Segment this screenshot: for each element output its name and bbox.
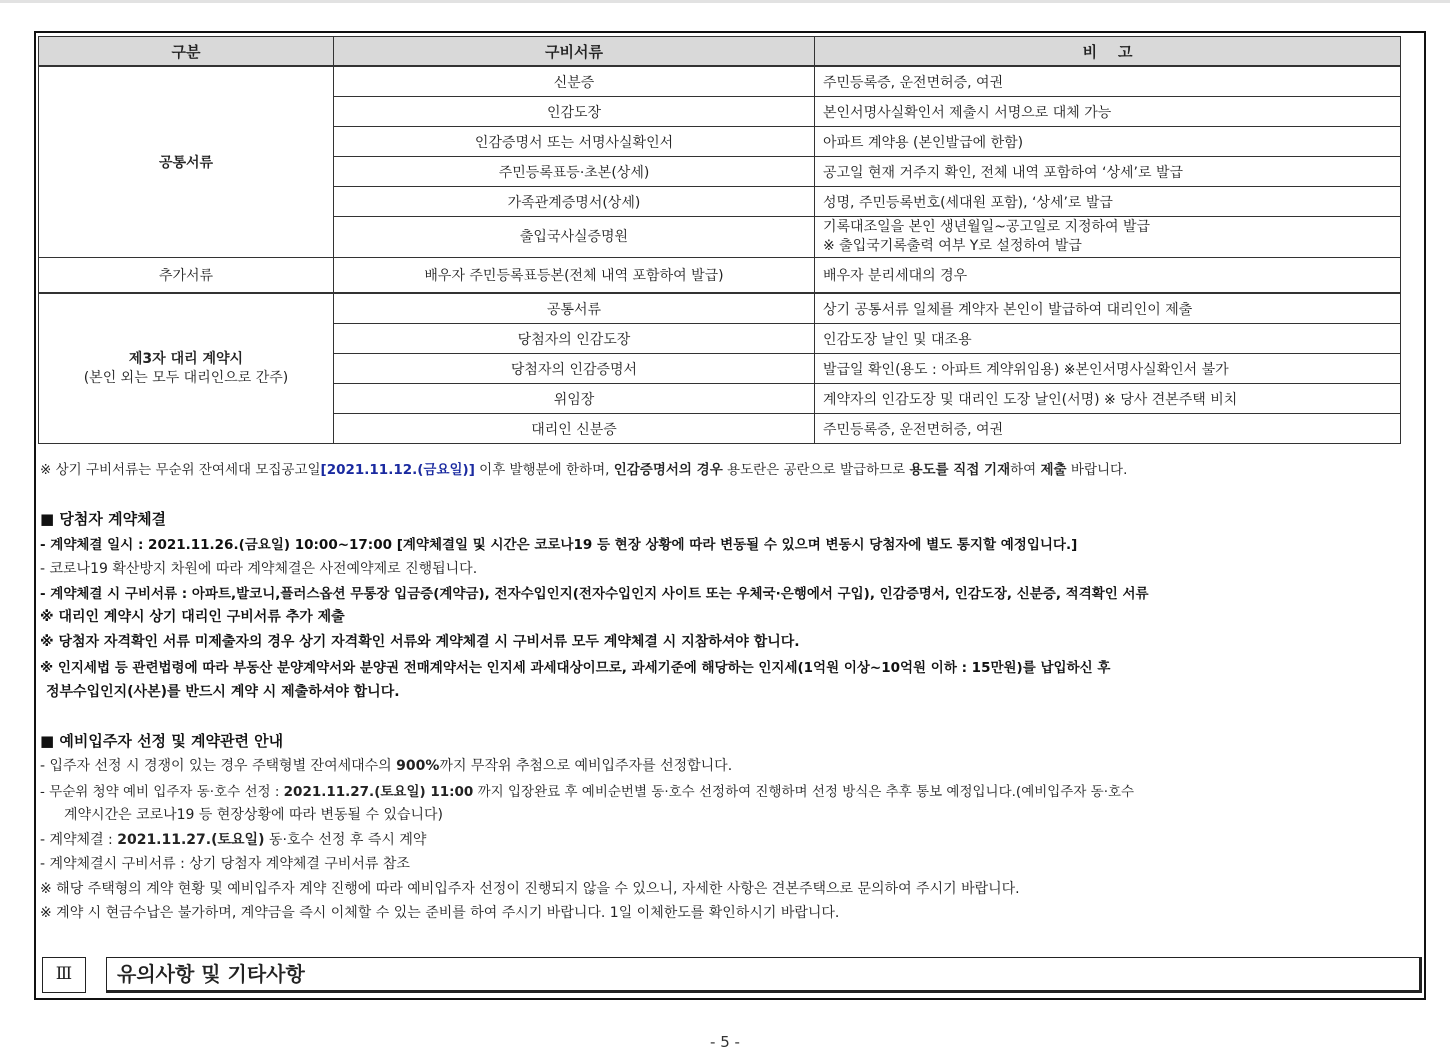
group-proxy-subtitle: (본인 외는 모두 대리인으로 간주) — [83, 369, 289, 386]
table-row — [39, 258, 1401, 294]
doc-cell: 당첨자의 인감증명서 — [334, 354, 815, 384]
doc-cell: 인감증명서 또는 서명사실확인서 — [334, 127, 815, 157]
reserve-unit-selection-cont: 계약시간은 코로나19 등 현장상황에 따라 변동될 수 있습니다) — [64, 807, 444, 823]
announcement-date: [2021.11.12.(금요일)] — [320, 462, 475, 478]
doc-cell: 주민등록표등·초본(상세) — [334, 157, 815, 187]
top-divider — [0, 0, 1450, 3]
section-title-reserve: ■ 예비입주자 선정 및 계약관련 안내 — [40, 732, 284, 750]
header-documents: 구비서류 — [334, 37, 815, 67]
contract-reservation-note: - 코로나19 확산방지 차원에 따라 계약체결은 사전예약제로 진행됩니다. — [40, 561, 478, 577]
note-cell: 계약자의 인감도장 및 대리인 도장 날인(서명) ※ 당사 견본주택 비치 — [815, 384, 1401, 414]
group-proxy-title: 제3자 대리 계약시 — [128, 350, 244, 367]
note-cell: 본인서명사실확인서 제출시 서명으로 대체 가능 — [815, 97, 1401, 127]
reserve-inquiry-note: ※ 해당 주택형의 계약 현황 및 예비입주자 계약 진행에 따라 예비입주자 선정이 진행되지 않을 수 있으니, 자세한 사항은 견본주택으로 문의하여 주시기 바랍니다. — [40, 881, 1020, 897]
note-cell: 상기 공통서류 일체를 계약자 본인이 발급하여 대리인이 제출 — [815, 293, 1401, 324]
doc-cell: 배우자 주민등록표등본(전체 내역 포함하여 발급) — [334, 258, 815, 294]
proxy-note: ※ 대리인 계약시 상기 대리인 구비서류 추가 제출 — [40, 609, 345, 625]
reserve-contract: - 계약체결 : 2021.11.27.(토요일) 동·호수 선정 후 즉시 계약 — [40, 832, 427, 848]
group-proxy — [39, 293, 334, 444]
header-remarks: 비 고 — [815, 37, 1401, 67]
note-cell: 인감도장 날인 및 대조용 — [815, 324, 1401, 354]
note-cell: 성명, 주민등록번호(세대원 포함), ‘상세’로 발급 — [815, 187, 1401, 217]
table-footnote: ※ 상기 구비서류는 무순위 잔여세대 모집공고일[2021.11.12.(금요일)] 이후 발행분에 한하며, 인감증명서의 경우 용도란은 공란으로 발급하므로 용도를 직접 기재하여 제출 바랍니다. — [40, 462, 1128, 478]
note-cell: 주민등록증, 운전면허증, 여권 — [815, 66, 1401, 97]
group-extra: 추가서류 — [39, 258, 334, 294]
note-cell: 아파트 계약용 (본인발급에 한함) — [815, 127, 1401, 157]
table-row — [39, 66, 1401, 97]
doc-cell: 가족관계증명서(상세) — [334, 187, 815, 217]
doc-cell: 인감도장 — [334, 97, 815, 127]
header-category: 구분 — [39, 37, 334, 67]
contract-documents: - 계약체결 시 구비서류 : 아파트,발코니,플러스옵션 무통장 입금증(계약금), 전자수입인지(전자수입인지 사이트 또는 우체국·은행에서 구입), 인감증명서, 인감도장, 신분증, 적격확인 서류 — [40, 586, 1149, 602]
note-line: ※ 출입국기록출력 여부 Y로 설정하여 발급 — [823, 238, 1082, 254]
stamp-tax-note: ※ 인지세법 등 관련법령에 따라 부동산 분양계약서와 분양권 전매계약서는 인지세 과세대상이므로, 과세기준에 해당하는 인지세(1억원 이상~10억원 이하 : 15만원)를 납입하신 후 — [40, 660, 1111, 676]
doc-cell: 대리인 신분증 — [334, 414, 815, 444]
note-cell: 발급일 확인(용도 : 아파트 계약위임용) ※본인서명사실확인서 불가 — [815, 354, 1401, 384]
table-header-row — [39, 37, 1401, 67]
stamp-tax-note-cont: 정부수입인지(사본)를 반드시 계약 시 제출하셔야 합니다. — [46, 684, 400, 700]
note-cell — [815, 217, 1401, 258]
reserve-unit-selection: - 무순위 청약 예비 입주자 동·호수 선정 : 2021.11.27.(토요일) 11:00 까지 입장완료 후 예비순번별 동·호수 선정하여 진행하며 선정 방식은 추후 통보 예정입니다.(예비입주자 동·호수 — [40, 784, 1135, 800]
doc-cell: 공통서류 — [334, 293, 815, 324]
group-common: 공통서류 — [39, 66, 334, 258]
page-number: - 5 - — [710, 1033, 740, 1051]
qualification-note: ※ 당첨자 자격확인 서류 미제출자의 경우 상기 자격확인 서류와 계약체결 시 구비서류 모두 계약체결 시 지참하셔야 합니다. — [40, 634, 800, 650]
section-heading: 유의사항 및 기타사항 — [106, 957, 1422, 993]
doc-cell: 출입국사실증명원 — [334, 217, 815, 258]
reserve-documents: - 계약체결시 구비서류 : 상기 당첨자 계약체결 구비서류 참조 — [40, 856, 410, 872]
note-cell: 주민등록증, 운전면허증, 여권 — [815, 414, 1401, 444]
section-title-contract: ■ 당첨자 계약체결 — [40, 510, 167, 528]
reserve-selection: - 입주자 선정 시 경쟁이 있는 경우 주택형별 잔여세대수의 900%까지 무작위 추첨으로 예비입주자를 선정합니다. — [40, 758, 733, 774]
contract-datetime: - 계약체결 일시 : 2021.11.26.(금요일) 10:00~17:00 [계약체결일 및 시간은 코로나19 등 현장 상황에 따라 변동될 수 있으며 변동시 당첨자에 별도 통지할 예정입니다.] — [40, 537, 1078, 553]
doc-cell: 신분증 — [334, 66, 815, 97]
section-numeral-box: Ⅲ — [42, 957, 86, 993]
doc-cell: 당첨자의 인감도장 — [334, 324, 815, 354]
required-documents-table — [38, 36, 1401, 444]
doc-cell: 위임장 — [334, 384, 815, 414]
note-line: 기록대조일을 본인 생년월일~공고일로 지정하여 발급 — [823, 219, 1151, 235]
cash-note: ※ 계약 시 현금수납은 불가하며, 계약금을 즉시 이체할 수 있는 준비를 하여 주시기 바랍니다. 1일 이체한도를 확인하시기 바랍니다. — [40, 905, 840, 921]
note-cell: 배우자 분리세대의 경우 — [815, 258, 1401, 294]
note-cell: 공고일 현재 거주지 확인, 전체 내역 포함하여 ‘상세’로 발급 — [815, 157, 1401, 187]
table-row — [39, 293, 1401, 324]
